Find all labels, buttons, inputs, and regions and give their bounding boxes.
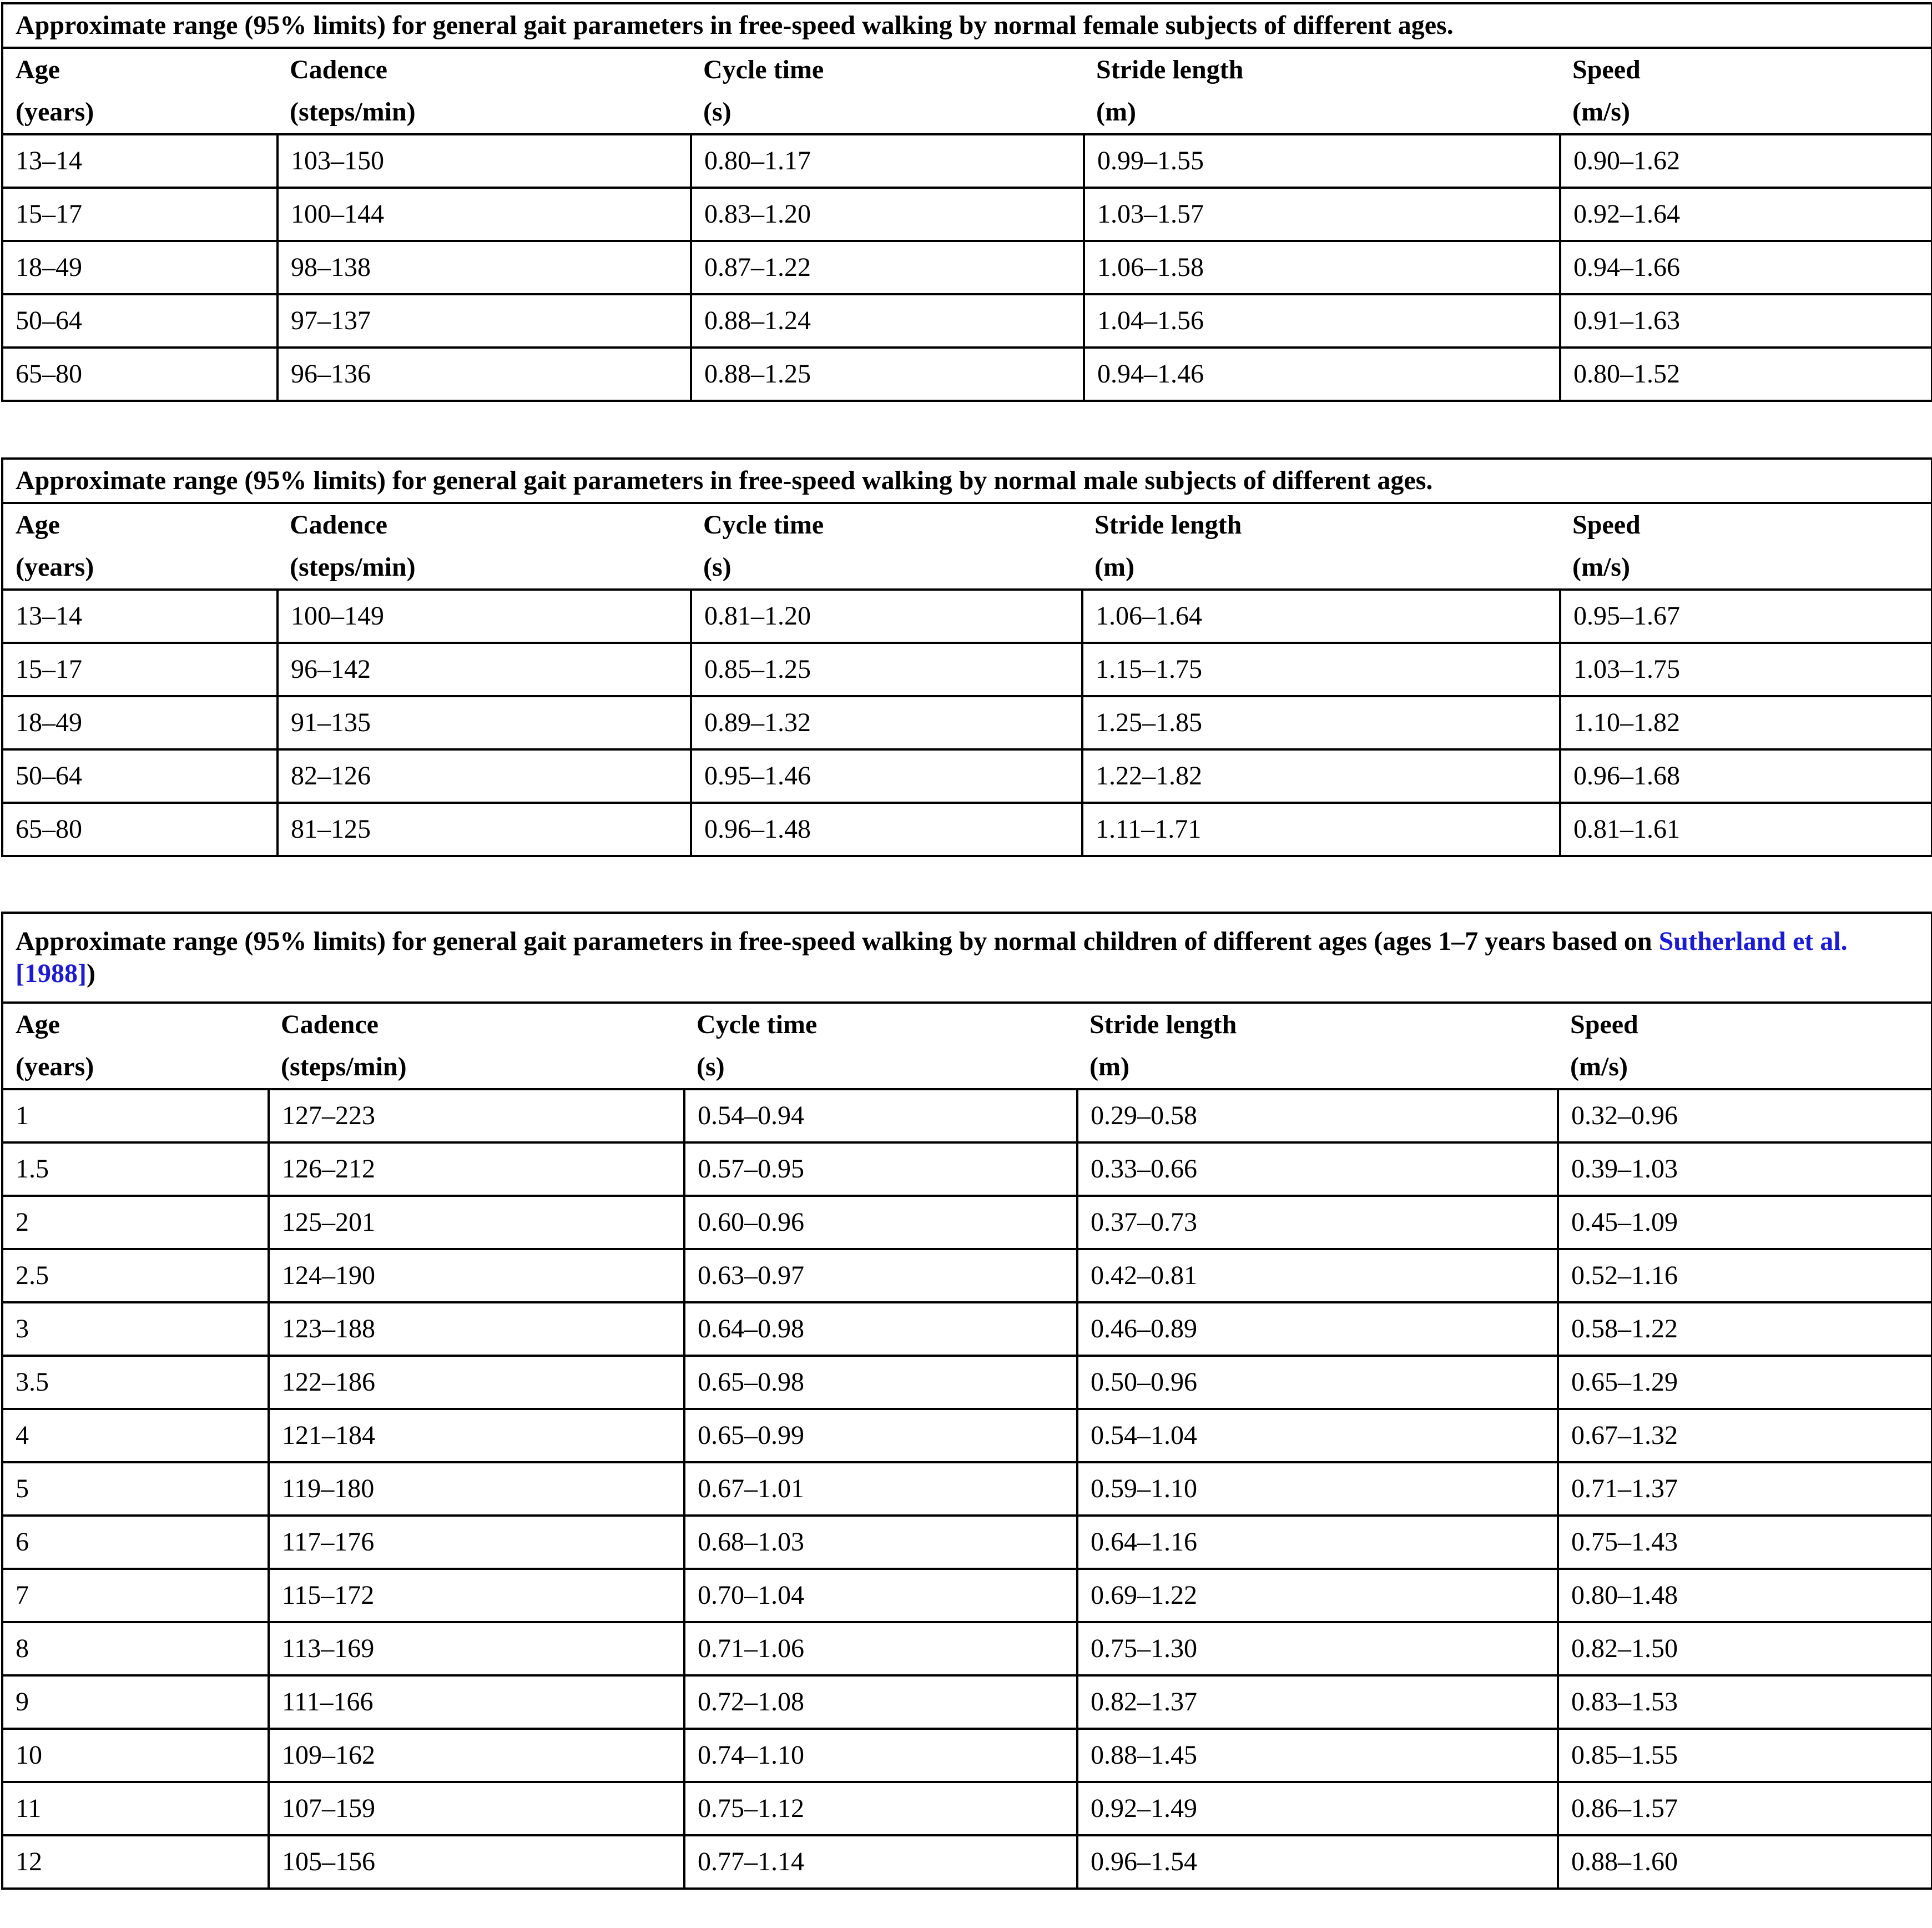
cycle-time-cell: 0.77–1.14 [684,1835,1077,1889]
speed-cell: 0.96–1.68 [1560,749,1932,803]
table-row [2,241,1932,294]
age-cell: 2 [2,1196,269,1249]
cadence-cell: 119–180 [269,1462,684,1516]
header-age: Age [2,1003,269,1046]
units-row [2,1046,1932,1089]
age-cell: 15–17 [2,188,278,241]
children-gait-table [1,912,1932,1890]
table-row [2,1782,1932,1835]
table-row [2,188,1932,241]
cadence-cell: 91–135 [278,696,691,749]
header-speed: Speed [1558,1003,1932,1046]
table-row [2,749,1932,803]
age-cell: 1 [2,1089,269,1142]
stride-length-cell: 0.42–0.81 [1077,1249,1558,1302]
table-row [2,348,1932,401]
stride-length-cell: 1.15–1.75 [1082,643,1560,696]
header-speed: Speed [1560,48,1932,91]
cadence-cell: 121–184 [269,1409,684,1462]
header-cadence: Cadence [278,48,691,91]
cadence-cell: 117–176 [269,1516,684,1569]
speed-cell: 0.67–1.32 [1558,1409,1932,1462]
age-cell: 10 [2,1729,269,1782]
cycle-time-cell: 0.68–1.03 [684,1516,1077,1569]
cadence-cell: 81–125 [278,803,691,856]
cadence-cell: 97–137 [278,294,691,348]
unit-cycle-time: (s) [684,1046,1077,1089]
speed-cell: 0.39–1.03 [1558,1142,1932,1196]
header-age: Age [2,48,278,91]
table-row [2,294,1932,348]
header-row [2,1003,1932,1046]
table-row [2,1516,1932,1569]
unit-speed: (m/s) [1558,1046,1932,1089]
header-stride-length: Stride length [1082,503,1560,546]
age-cell: 65–80 [2,348,278,401]
unit-age: (years) [2,1046,269,1089]
speed-cell: 0.80–1.52 [1560,348,1932,401]
table-row [2,1142,1932,1196]
age-cell: 7 [2,1569,269,1622]
female-table-body [2,3,1932,401]
header-cycle-time: Cycle time [684,1003,1077,1046]
header-stride-length: Stride length [1084,48,1560,91]
header-cycle-time: Cycle time [691,503,1082,546]
table-row [2,1675,1932,1729]
male-table-body [2,459,1932,856]
stride-length-cell: 1.22–1.82 [1082,749,1560,803]
table-row [2,1302,1932,1356]
table-row [2,643,1932,696]
age-cell: 18–49 [2,696,278,749]
cycle-time-cell: 0.87–1.22 [691,241,1084,294]
cadence-cell: 100–149 [278,590,691,643]
speed-cell: 0.83–1.53 [1558,1675,1932,1729]
age-cell: 9 [2,1675,269,1729]
cadence-cell: 127–223 [269,1089,684,1142]
cadence-cell: 98–138 [278,241,691,294]
speed-cell: 0.80–1.48 [1558,1569,1932,1622]
cycle-time-cell: 0.63–0.97 [684,1249,1077,1302]
speed-cell: 0.52–1.16 [1558,1249,1932,1302]
cycle-time-cell: 0.83–1.20 [691,188,1084,241]
cycle-time-cell: 0.65–0.99 [684,1409,1077,1462]
cadence-cell: 107–159 [269,1782,684,1835]
cycle-time-cell: 0.95–1.46 [691,749,1082,803]
children-table-caption [2,913,1932,1003]
cycle-time-cell: 0.74–1.10 [684,1729,1077,1782]
table-row [2,1569,1932,1622]
unit-cadence: (steps/min) [278,546,691,590]
cadence-cell: 103–150 [278,134,691,188]
speed-cell: 0.95–1.67 [1560,590,1932,643]
age-cell: 18–49 [2,241,278,294]
stride-length-cell: 0.29–0.58 [1077,1089,1558,1142]
speed-cell: 0.32–0.96 [1558,1089,1932,1142]
age-cell: 8 [2,1622,269,1675]
speed-cell: 0.65–1.29 [1558,1356,1932,1409]
children-table-body [2,913,1932,1889]
unit-age: (years) [2,91,278,134]
unit-cadence: (steps/min) [278,91,691,134]
stride-length-cell: 0.59–1.10 [1077,1462,1558,1516]
age-cell: 50–64 [2,294,278,348]
cycle-time-cell: 0.85–1.25 [691,643,1082,696]
table-row [2,1196,1932,1249]
age-cell: 65–80 [2,803,278,856]
table-row [2,134,1932,188]
stride-length-cell: 0.92–1.49 [1077,1782,1558,1835]
age-cell: 13–14 [2,590,278,643]
cadence-cell: 100–144 [278,188,691,241]
stride-length-cell: 1.03–1.57 [1084,188,1560,241]
cadence-cell: 115–172 [269,1569,684,1622]
cycle-time-cell: 0.96–1.48 [691,803,1082,856]
cycle-time-cell: 0.88–1.24 [691,294,1084,348]
speed-cell: 1.03–1.75 [1560,643,1932,696]
header-cadence: Cadence [269,1003,684,1046]
cycle-time-cell: 0.57–0.95 [684,1142,1077,1196]
table-row [2,1249,1932,1302]
cycle-time-cell: 0.70–1.04 [684,1569,1077,1622]
cadence-cell: 122–186 [269,1356,684,1409]
cadence-cell: 96–142 [278,643,691,696]
stride-length-cell: 0.46–0.89 [1077,1302,1558,1356]
header-cadence: Cadence [278,503,691,546]
cadence-cell: 111–166 [269,1675,684,1729]
speed-cell: 0.86–1.57 [1558,1782,1932,1835]
stride-length-cell: 1.06–1.58 [1084,241,1560,294]
table-row [2,1409,1932,1462]
stride-length-cell: 0.99–1.55 [1084,134,1560,188]
stride-length-cell: 0.94–1.46 [1084,348,1560,401]
table-row [2,696,1932,749]
stride-length-cell: 1.25–1.85 [1082,696,1560,749]
age-cell: 4 [2,1409,269,1462]
table-row [2,1462,1932,1516]
speed-cell: 0.71–1.37 [1558,1462,1932,1516]
cycle-time-cell: 0.81–1.20 [691,590,1082,643]
cycle-time-cell: 0.65–0.98 [684,1356,1077,1409]
table-row [2,803,1932,856]
age-cell: 6 [2,1516,269,1569]
table-row [2,1835,1932,1889]
sutherland-reference-link[interactable]: Sutherland et al. [1988] [16,927,1848,988]
speed-cell: 0.88–1.60 [1558,1835,1932,1889]
caption-text: Approximate range (95% limits) for general gait parameters in free-speed walking by normal children of different ages (ages 1–7 years based on [16,927,1659,957]
cadence-cell: 109–162 [269,1729,684,1782]
stride-length-cell: 0.50–0.96 [1077,1356,1558,1409]
cycle-time-cell: 0.80–1.17 [691,134,1084,188]
male-gait-table [1,457,1932,857]
cycle-time-cell: 0.88–1.25 [691,348,1084,401]
age-cell: 3.5 [2,1356,269,1409]
unit-cadence: (steps/min) [269,1046,684,1089]
table-row [2,1356,1932,1409]
speed-cell: 0.92–1.64 [1560,188,1932,241]
age-cell: 15–17 [2,643,278,696]
speed-cell: 0.58–1.22 [1558,1302,1932,1356]
stride-length-cell: 0.37–0.73 [1077,1196,1558,1249]
header-speed: Speed [1560,503,1932,546]
speed-cell: 0.82–1.50 [1558,1622,1932,1675]
header-stride-length: Stride length [1077,1003,1558,1046]
speed-cell: 0.45–1.09 [1558,1196,1932,1249]
age-cell: 11 [2,1782,269,1835]
cadence-cell: 125–201 [269,1196,684,1249]
header-age: Age [2,503,278,546]
age-cell: 1.5 [2,1142,269,1196]
female-gait-table [1,2,1932,402]
cadence-cell: 124–190 [269,1249,684,1302]
table-row [2,1622,1932,1675]
age-cell: 2.5 [2,1249,269,1302]
age-cell: 50–64 [2,749,278,803]
age-cell: 5 [2,1462,269,1516]
age-cell: 12 [2,1835,269,1889]
cadence-cell: 96–136 [278,348,691,401]
cadence-cell: 105–156 [269,1835,684,1889]
age-cell: 3 [2,1302,269,1356]
speed-cell: 1.10–1.82 [1560,696,1932,749]
cycle-time-cell: 0.64–0.98 [684,1302,1077,1356]
unit-age: (years) [2,546,278,590]
stride-length-cell: 1.06–1.64 [1082,590,1560,643]
speed-cell: 0.90–1.62 [1560,134,1932,188]
cycle-time-cell: 0.67–1.01 [684,1462,1077,1516]
table-row [2,1729,1932,1782]
stride-length-cell: 0.88–1.45 [1077,1729,1558,1782]
speed-cell: 0.94–1.66 [1560,241,1932,294]
header-cycle-time: Cycle time [691,48,1084,91]
stride-length-cell: 0.54–1.04 [1077,1409,1558,1462]
unit-speed: (m/s) [1560,91,1932,134]
stride-length-cell: 1.04–1.56 [1084,294,1560,348]
female-table-caption: Approximate range (95% limits) for general gait parameters in free-speed walking by normal female subjects of different ages. [2,3,1932,48]
cycle-time-cell: 0.54–0.94 [684,1089,1077,1142]
cycle-time-cell: 0.72–1.08 [684,1675,1077,1729]
speed-cell: 0.81–1.61 [1560,803,1932,856]
header-row [2,503,1932,546]
stride-length-cell: 0.33–0.66 [1077,1142,1558,1196]
stride-length-cell: 0.75–1.30 [1077,1622,1558,1675]
header-row [2,48,1932,91]
cadence-cell: 126–212 [269,1142,684,1196]
table-row [2,1089,1932,1142]
cycle-time-cell: 0.89–1.32 [691,696,1082,749]
speed-cell: 0.75–1.43 [1558,1516,1932,1569]
speed-cell: 0.91–1.63 [1560,294,1932,348]
stride-length-cell: 0.69–1.22 [1077,1569,1558,1622]
speed-cell: 0.85–1.55 [1558,1729,1932,1782]
cadence-cell: 113–169 [269,1622,684,1675]
stride-length-cell: 0.82–1.37 [1077,1675,1558,1729]
age-cell: 13–14 [2,134,278,188]
stride-length-cell: 0.96–1.54 [1077,1835,1558,1889]
cycle-time-cell: 0.71–1.06 [684,1622,1077,1675]
stride-length-cell: 1.11–1.71 [1082,803,1560,856]
unit-stride-length: (m) [1084,91,1560,134]
unit-stride-length: (m) [1082,546,1560,590]
unit-speed: (m/s) [1560,546,1932,590]
unit-stride-length: (m) [1077,1046,1558,1089]
unit-cycle-time: (s) [691,546,1082,590]
cycle-time-cell: 0.60–0.96 [684,1196,1077,1249]
caption-text-end: ) [86,959,95,988]
units-row [2,91,1932,134]
unit-cycle-time: (s) [691,91,1084,134]
cadence-cell: 123–188 [269,1302,684,1356]
cycle-time-cell: 0.75–1.12 [684,1782,1077,1835]
units-row [2,546,1932,590]
cadence-cell: 82–126 [278,749,691,803]
stride-length-cell: 0.64–1.16 [1077,1516,1558,1569]
table-row [2,590,1932,643]
male-table-caption: Approximate range (95% limits) for general gait parameters in free-speed walking by normal male subjects of different ages. [2,459,1932,503]
